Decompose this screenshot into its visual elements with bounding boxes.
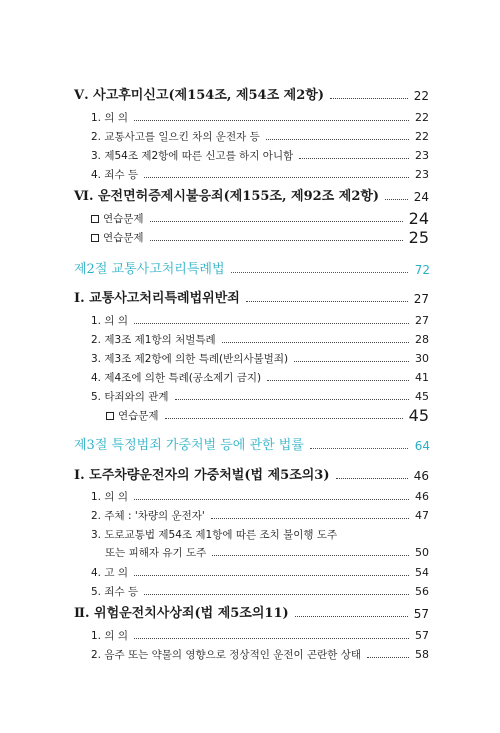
toc-label bbox=[91, 229, 144, 247]
toc-label-text: Ⅵ. 운전면허증제시불응죄(제155조, 제92조 제2항) bbox=[74, 189, 380, 204]
toc-label bbox=[91, 388, 169, 406]
toc-page-number: 45 bbox=[415, 390, 429, 403]
toc-item[interactable] bbox=[0, 210, 500, 228]
toc-heading[interactable] bbox=[0, 188, 500, 206]
toc-label bbox=[91, 583, 138, 601]
toc-label bbox=[91, 627, 128, 645]
dot-leader bbox=[310, 448, 408, 449]
dot-leader bbox=[134, 638, 409, 639]
toc-label-text: 3. 제3조 제2항에 의한 특례(반의사불벌죄) bbox=[91, 353, 289, 365]
toc-label-text: 2. 교통사고를 일으킨 차의 운전자 등 bbox=[91, 131, 260, 143]
toc-label-text: 제2절 교통사고처리특례법 bbox=[74, 262, 225, 277]
toc-label bbox=[91, 350, 288, 368]
dot-leader bbox=[385, 199, 408, 200]
toc-page-number: 23 bbox=[415, 149, 429, 162]
dot-leader bbox=[299, 158, 409, 159]
toc-label-text: 5. 타죄와의 관계 bbox=[91, 391, 169, 403]
toc-heading[interactable] bbox=[0, 605, 500, 623]
toc-label-text: Ⅱ. 위험운전치사상죄(법 제5조의11) bbox=[74, 606, 289, 621]
toc-label bbox=[91, 147, 293, 165]
dot-leader bbox=[134, 499, 409, 500]
dot-leader bbox=[144, 594, 409, 595]
dot-leader bbox=[367, 657, 409, 658]
toc-item[interactable] bbox=[0, 109, 500, 127]
dot-leader bbox=[330, 98, 408, 99]
toc-item[interactable] bbox=[0, 646, 500, 664]
toc-item[interactable] bbox=[0, 128, 500, 146]
toc-label-text: 1. 의 의 bbox=[91, 315, 128, 327]
dot-leader bbox=[134, 575, 409, 576]
toc-item[interactable] bbox=[0, 229, 500, 247]
toc-item[interactable] bbox=[0, 331, 500, 349]
toc-label-text: 4. 고 의 bbox=[91, 567, 128, 579]
toc-label bbox=[74, 290, 240, 308]
toc-label-text: 또는 피해자 유기 도주 bbox=[105, 547, 207, 559]
toc-page-number: 23 bbox=[415, 168, 429, 181]
toc-label bbox=[91, 488, 128, 506]
toc-page-number: 41 bbox=[415, 371, 429, 384]
toc-label bbox=[91, 507, 205, 525]
toc-label bbox=[91, 210, 144, 228]
toc-label bbox=[91, 166, 138, 184]
toc-item[interactable] bbox=[0, 147, 500, 165]
toc-label bbox=[74, 467, 330, 485]
toc-item[interactable] bbox=[0, 583, 500, 601]
checkbox-icon bbox=[91, 234, 99, 242]
toc-page-number: 22 bbox=[415, 130, 429, 143]
toc-label-text: 연습문제 bbox=[103, 213, 144, 225]
toc-label-text: 1. 의 의 bbox=[91, 112, 128, 124]
toc-label-text: 3. 도로교통법 제54조 제1항에 따른 조치 불이행 도주 bbox=[91, 529, 338, 541]
dot-leader bbox=[231, 272, 408, 273]
toc-page-number: 30 bbox=[415, 352, 429, 365]
dot-leader bbox=[211, 518, 409, 519]
toc-label bbox=[74, 261, 225, 279]
toc-label-text: 3. 제54조 제2항에 따른 신고를 하지 아니함 bbox=[91, 150, 294, 162]
toc-section-heading[interactable] bbox=[0, 437, 500, 455]
toc-heading[interactable] bbox=[0, 290, 500, 308]
toc-label-text: 연습문제 bbox=[103, 232, 144, 244]
toc-item[interactable] bbox=[0, 526, 500, 544]
toc-section-heading[interactable] bbox=[0, 261, 500, 279]
toc-label-text: Ⅰ. 교통사고처리특례법위반죄 bbox=[74, 291, 240, 306]
toc-label bbox=[91, 109, 128, 127]
dot-leader bbox=[134, 323, 409, 324]
dot-leader bbox=[150, 221, 403, 222]
toc-page-number: 27 bbox=[415, 314, 429, 327]
toc-label bbox=[74, 605, 289, 623]
toc-label bbox=[74, 87, 324, 105]
dot-leader bbox=[134, 120, 409, 121]
toc-label bbox=[106, 407, 159, 425]
toc-heading[interactable] bbox=[0, 87, 500, 105]
toc-item[interactable] bbox=[0, 312, 500, 330]
toc-item[interactable] bbox=[0, 507, 500, 525]
dot-leader bbox=[336, 478, 408, 479]
toc-label-text: 4. 제4조에 의한 특례(공소제기 금지) bbox=[91, 372, 262, 384]
toc-page-number: 54 bbox=[415, 566, 429, 579]
toc-page-number: 24 bbox=[408, 209, 429, 228]
toc-item[interactable] bbox=[0, 166, 500, 184]
toc-label-text: 2. 음주 또는 약물의 영향으로 정상적인 운전이 곤란한 상태 bbox=[91, 649, 362, 661]
dot-leader bbox=[150, 240, 403, 241]
toc-page-number: 46 bbox=[415, 490, 429, 503]
toc-label-text: 5. 죄수 등 bbox=[91, 586, 139, 598]
dot-leader bbox=[165, 418, 403, 419]
dot-leader bbox=[294, 361, 409, 362]
toc-label bbox=[91, 128, 260, 146]
toc-item[interactable] bbox=[0, 369, 500, 387]
toc-label bbox=[74, 188, 379, 206]
toc-page-number: 22 bbox=[413, 89, 429, 103]
checkbox-icon bbox=[91, 215, 99, 223]
toc-page-number: 50 bbox=[415, 546, 429, 559]
toc-label-text: 2. 제3조 제1항의 처벌특례 bbox=[91, 334, 216, 346]
toc-label bbox=[91, 526, 337, 544]
toc-page-number: 57 bbox=[413, 607, 429, 621]
toc-page-number: 64 bbox=[414, 439, 430, 453]
toc-page-number: 28 bbox=[415, 333, 429, 346]
toc-page-number: 47 bbox=[415, 509, 429, 522]
toc-label-text: Ⅰ. 도주차량운전자의 가중처벌(법 제5조의3) bbox=[74, 468, 330, 483]
dot-leader bbox=[144, 177, 409, 178]
toc-page-number: 24 bbox=[413, 190, 429, 204]
toc-label-text: 연습문제 bbox=[118, 410, 159, 422]
dot-leader bbox=[246, 301, 408, 302]
toc-item[interactable] bbox=[0, 388, 500, 406]
toc-label bbox=[91, 564, 128, 582]
toc-heading[interactable] bbox=[0, 467, 500, 485]
toc-label-text: 2. 주체 : '차량의 운전자' bbox=[91, 510, 205, 522]
dot-leader bbox=[266, 139, 409, 140]
toc-item[interactable] bbox=[0, 564, 500, 582]
toc-label bbox=[105, 544, 206, 562]
toc-label bbox=[91, 646, 361, 664]
toc-label-text: Ⅴ. 사고후미신고(제154조, 제54조 제2항) bbox=[74, 88, 324, 103]
toc-page-number: 72 bbox=[414, 263, 430, 277]
toc-item[interactable] bbox=[0, 350, 500, 368]
dot-leader bbox=[212, 555, 409, 556]
toc-page-number: 45 bbox=[408, 406, 429, 425]
toc-item[interactable] bbox=[0, 544, 500, 562]
toc-page-number: 22 bbox=[415, 111, 429, 124]
toc-label-text: 4. 죄수 등 bbox=[91, 169, 139, 181]
dot-leader bbox=[295, 616, 408, 617]
toc-label-text: 1. 의 의 bbox=[91, 491, 128, 503]
toc-label bbox=[91, 331, 216, 349]
toc-item[interactable] bbox=[0, 488, 500, 506]
toc-page-number: 46 bbox=[413, 469, 429, 483]
checkbox-icon bbox=[106, 412, 114, 420]
toc-label-text: 제3절 특정범죄 가중처벌 등에 관한 법률 bbox=[74, 438, 304, 453]
dot-leader bbox=[267, 380, 409, 381]
toc-page-number: 25 bbox=[408, 228, 429, 247]
toc-label bbox=[91, 369, 261, 387]
dot-leader bbox=[175, 399, 409, 400]
toc-label bbox=[91, 312, 128, 330]
dot-leader bbox=[222, 342, 409, 343]
toc-item[interactable] bbox=[0, 627, 500, 645]
toc-page-number: 58 bbox=[415, 648, 429, 661]
toc-page-number: 57 bbox=[415, 629, 429, 642]
toc-label bbox=[74, 437, 304, 455]
toc-item[interactable] bbox=[0, 407, 500, 425]
toc-page-number: 27 bbox=[413, 292, 429, 306]
toc-page-number: 56 bbox=[415, 585, 429, 598]
toc-label-text: 1. 의 의 bbox=[91, 630, 128, 642]
